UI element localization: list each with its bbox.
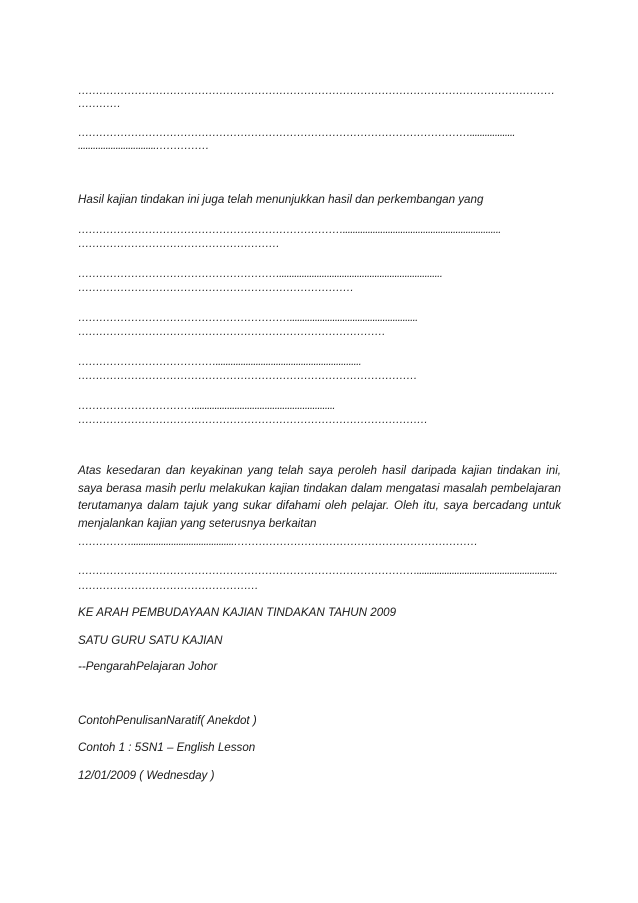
example-label: Contoh 1 : 5SN1 – English Lesson: [78, 741, 256, 754]
dotted-line: ……………………………………………: [78, 580, 258, 592]
dotted-line: …………….........................................……………………………………………………………: [78, 536, 478, 548]
heading-satu-guru: SATU GURU SATU KAJIAN: [78, 634, 223, 647]
dotted-line: ………………………………………………………………………………………………………………………: [78, 85, 555, 97]
dotted-line: ……………………………………………………………………………: [78, 326, 386, 338]
date-label: 12/01/2009 ( Wednesday ): [78, 769, 215, 782]
dotted-line: ……………………………………………………………………: [78, 282, 354, 294]
dotted-line: ………………………………………………….................................................................: [78, 268, 443, 280]
dotted-line: …………: [78, 98, 121, 110]
dotted-line: ………………………………………………………………………………………: [78, 414, 428, 426]
heading-ke-arah: KE ARAH PEMBUDAYAAN KAJIAN TINDAKAN TAHUN 2009: [78, 606, 397, 619]
paragraph-atas: Atas kesedaran dan keyakinan yang telah saya peroleh hasil daripada kajian tindakan ini, saya berasa masih perlu melakukan kajian tindakan dalam mengatasi masalah pembelajaran terutamanya dalam tajuk yang sukar difahami oleh pelajar. Oleh itu, saya bercadang untuk menjalankan kajian yang seterusnya berkaitan: [78, 464, 561, 530]
dotted-line: ……………………………........................................................: [78, 400, 335, 412]
dotted-line: …………………………………………………………………………………………………..................: [78, 127, 515, 139]
dotted-line: ……………………………………………………………………………………........................................................: [78, 565, 558, 577]
dotted-line: …………………………………..........................................................: [78, 356, 362, 368]
dotted-line: ……………………………………………………...................................................: [78, 312, 418, 324]
paragraph-hasil: Hasil kajian tindakan ini juga telah menunjukkan hasil dan perkembangan yang: [78, 193, 484, 206]
attribution-pengarah: --PengarahPelajaran Johor: [78, 660, 218, 673]
section-title-contoh: ContohPenulisanNaratif( Anekdot ): [78, 714, 257, 727]
dotted-line: ……………………………………………………………………………………: [78, 370, 417, 382]
dotted-line: …………………………………………………: [78, 238, 280, 250]
dotted-line: …………………………………………………………………...............................................................: [78, 224, 501, 236]
dotted-line: ...............................……………: [78, 140, 209, 152]
